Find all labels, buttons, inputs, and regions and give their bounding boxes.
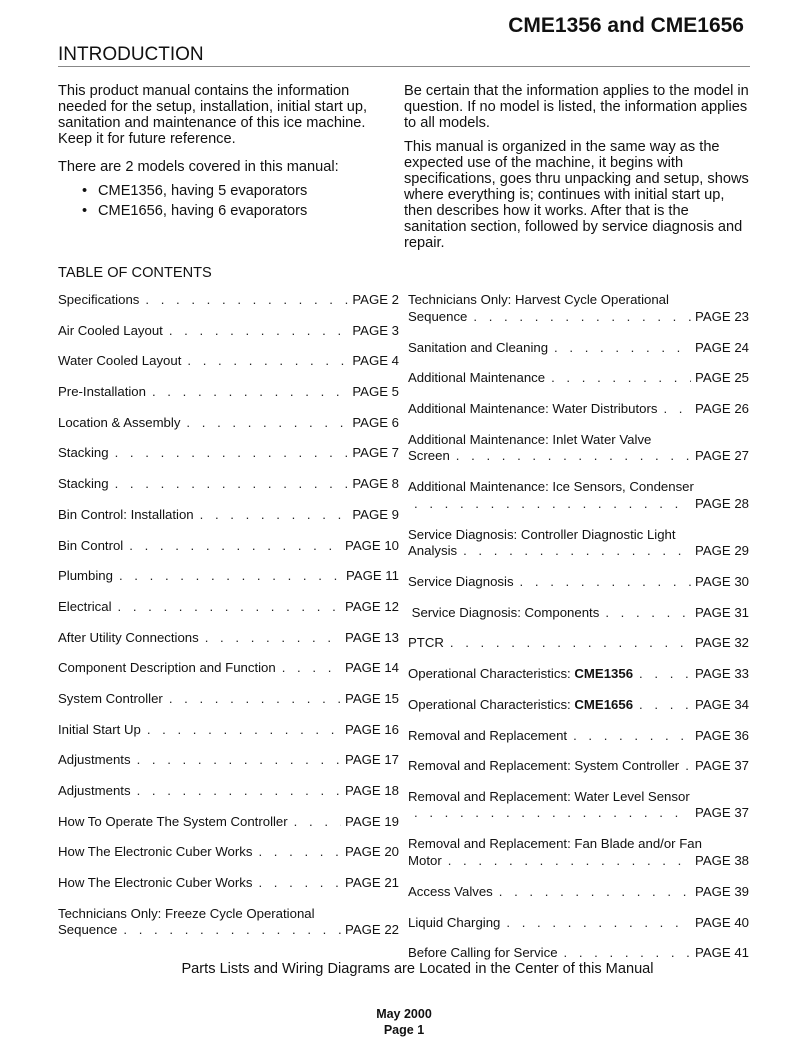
toc-entry[interactable] (408, 370, 749, 401)
toc-entry-page: PAGE 20 (345, 844, 399, 860)
toc-entry-title (58, 783, 137, 800)
toc-entry-title-text: Stacking (58, 445, 109, 461)
intro-left-column (58, 83, 378, 223)
toc-entry-title (408, 448, 456, 465)
toc-dot-leader (551, 370, 691, 387)
toc-entry[interactable] (58, 323, 399, 354)
toc-dot-leader (554, 340, 691, 357)
toc-entry-page: PAGE 23 (695, 308, 749, 324)
toc-entry[interactable] (58, 353, 399, 384)
toc-entry-title-text: Analysis (408, 543, 458, 559)
toc-entry-title (58, 691, 169, 708)
toc-entry[interactable] (408, 728, 749, 759)
toc-entry-title-line: Service Diagnosis: Controller Diagnostic Light (408, 526, 676, 542)
toc-dot-leader (450, 635, 691, 652)
toc-entry-model: CME1656 (574, 696, 634, 712)
toc-entry-page: PAGE 5 (352, 384, 399, 400)
toc-entry[interactable] (58, 752, 399, 783)
toc-entry[interactable] (408, 605, 749, 636)
toc-entry-title (408, 574, 520, 591)
toc-entry-page: PAGE 39 (695, 883, 749, 899)
toc-entry-title-text: Additional Maintenance: Water Distributors (408, 400, 658, 416)
toc-dot-leader (473, 309, 691, 326)
toc-entry[interactable] (408, 432, 749, 480)
toc-entry-title (408, 309, 473, 326)
toc-dot-leader (520, 574, 691, 591)
toc-entry-page: PAGE 29 (695, 543, 749, 559)
model-list-item: • CME1356, having 5 evaporators (58, 183, 378, 199)
toc-entry[interactable] (58, 660, 399, 691)
toc-entry-title (58, 722, 147, 739)
toc-entry-page: PAGE 17 (345, 752, 399, 768)
toc-entry-title (58, 507, 200, 524)
footer-date: May 2000 (376, 1007, 432, 1021)
header-rule (58, 66, 750, 67)
toc-entry-title-text: After Utility Connections (58, 629, 199, 645)
toc-entry-page: PAGE 4 (352, 353, 399, 369)
toc-entry-page: PAGE 7 (352, 445, 399, 461)
toc-entry[interactable] (408, 789, 749, 837)
toc-entry-page: PAGE 3 (352, 322, 399, 338)
toc-entry-page: PAGE 9 (352, 506, 399, 522)
toc-entry-title (58, 292, 145, 309)
toc-entry-title (408, 635, 450, 652)
toc-entry-title (58, 922, 123, 939)
toc-entry[interactable] (58, 445, 399, 476)
toc-entry-page: PAGE 26 (695, 400, 749, 416)
toc-entry-title (408, 401, 663, 418)
toc-entry-page: PAGE 2 (352, 292, 399, 307)
toc-entry-title-text: System Controller (58, 690, 163, 706)
toc-entry[interactable] (58, 384, 399, 415)
toc-entry[interactable] (58, 906, 399, 954)
toc-right-column (408, 292, 749, 976)
toc-entry-title-text: Component Description and Function (58, 660, 276, 676)
intro-paragraph: This product manual contains the information needed for the setup, installation, initial start up, sanitation and maintenance of this ice machine. Keep it for future reference. (58, 83, 368, 147)
toc-dot-leader (499, 884, 691, 901)
toc-dot-leader (639, 666, 691, 683)
toc-entry-title-line: Additional Maintenance: Inlet Water Valve (408, 431, 652, 447)
toc-entry-title-text: Sanitation and Cleaning (408, 339, 549, 355)
toc-dot-leader (119, 568, 342, 585)
toc-entry-title-text: Operational Characteristics: (408, 696, 575, 712)
toc-entry-title (58, 568, 119, 585)
toc-entry-title-line: Technicians Only: Freeze Cycle Operational (58, 905, 315, 921)
toc-entry[interactable] (408, 666, 749, 697)
toc-entry-page: PAGE 37 (695, 805, 749, 821)
toc-entry-page: PAGE 30 (695, 574, 749, 590)
toc-entry-page: PAGE 25 (695, 370, 749, 386)
toc-entry-title (408, 728, 573, 745)
toc-entry-title-text: Pre-Installation (58, 384, 146, 400)
toc-entry[interactable] (58, 568, 399, 599)
toc-entry-title-text: Specifications (58, 292, 140, 307)
toc-entry-title (58, 538, 129, 555)
toc-entry[interactable] (408, 401, 749, 432)
toc-entry[interactable] (408, 697, 749, 728)
toc-entry[interactable] (58, 844, 399, 875)
toc-dot-leader (506, 915, 691, 932)
toc-entry-title-text: Service Diagnosis (408, 574, 514, 590)
toc-entry[interactable] (408, 836, 749, 884)
toc-entry-title (58, 844, 258, 861)
toc-dot-leader (663, 401, 691, 418)
toc-entry-page: PAGE 27 (695, 448, 749, 464)
toc-entry-page: PAGE 36 (695, 727, 749, 743)
toc-entry-title (408, 758, 685, 775)
toc-dot-leader (258, 875, 341, 892)
toc-entry-page: PAGE 34 (695, 696, 749, 712)
toc-entry-title (408, 915, 506, 932)
toc-entry[interactable] (408, 574, 749, 605)
section-title: INTRODUCTION (58, 44, 204, 65)
toc-entry-title-text: How The Electronic Cuber Works (58, 875, 253, 891)
toc-entry-title-text: How The Electronic Cuber Works (58, 844, 253, 860)
document-title: CME1356 and CME1656 (508, 14, 744, 37)
toc-entry-title-text: Before Calling for Service (408, 945, 558, 961)
toc-entry-title-line: Additional Maintenance: Ice Sensors, Condenser (408, 479, 694, 495)
toc-entry-title-text: How To Operate The System Controller (58, 813, 288, 829)
toc-entry-title (58, 353, 187, 370)
toc-dot-leader (639, 697, 691, 714)
toc-entry[interactable] (58, 630, 399, 661)
toc-entry-page: PAGE 8 (352, 476, 399, 492)
toc-entry-title (58, 384, 152, 401)
toc-entry[interactable] (408, 915, 749, 946)
toc-entry-page: PAGE 18 (345, 783, 399, 798)
toc-entry[interactable] (408, 758, 749, 789)
toc-dot-leader (456, 448, 691, 465)
toc-entry-title (58, 752, 137, 769)
toc-entry-page: PAGE 41 (695, 945, 749, 961)
model-list (58, 183, 378, 219)
toc-entry-title (408, 666, 639, 683)
toc-entry[interactable] (58, 875, 399, 906)
toc-entry[interactable] (408, 527, 749, 575)
toc-entry[interactable] (58, 507, 399, 538)
toc-dot-leader (118, 599, 342, 616)
toc-entry-page: PAGE 31 (695, 604, 749, 620)
toc-dot-leader (169, 323, 348, 340)
toc-heading: TABLE OF CONTENTS (58, 265, 212, 281)
toc-entry[interactable] (58, 292, 399, 323)
toc-entry-title (58, 630, 205, 647)
toc-dot-leader (605, 605, 691, 622)
toc-entry-title-text: Screen (408, 448, 450, 464)
toc-dot-leader (169, 691, 341, 708)
toc-entry-title-text: Electrical (58, 598, 112, 614)
toc-entry-page: PAGE 14 (345, 660, 399, 676)
toc-dot-leader (147, 722, 341, 739)
toc-dot-leader (294, 814, 341, 831)
intro-paragraph: Be certain that the information applies to the model in question. If no model is listed, the information applies to all models. (404, 83, 749, 131)
toc-entry-model: CME1356 (574, 666, 634, 682)
toc-entry-title (408, 370, 551, 387)
toc-entry[interactable] (408, 340, 749, 371)
toc-entry-title (58, 476, 115, 493)
toc-entry-page: PAGE 11 (345, 568, 399, 584)
toc-entry-page: PAGE 28 (695, 495, 749, 511)
toc-entry-page: PAGE 19 (345, 813, 399, 829)
toc-entry-title (408, 605, 605, 622)
toc-entry-title-text: Adjustments (58, 752, 131, 768)
toc-entry-page: PAGE 33 (695, 666, 749, 682)
toc-entry-title-text: Removal and Replacement (408, 727, 568, 743)
toc-entry-title-text: Sequence (408, 308, 468, 324)
toc-entry-title-line: Removal and Replacement: Water Level Sensor (408, 788, 690, 804)
toc-entry[interactable] (58, 722, 399, 753)
toc-entry-title-text: Service Diagnosis: Components (408, 604, 600, 620)
toc-entry-title-text: PTCR (408, 635, 444, 651)
toc-entry-title-text: Initial Start Up (58, 721, 141, 737)
toc-dot-leader (187, 353, 348, 370)
footer-note: Parts Lists and Wiring Diagrams are Located in the Center of this Manual (181, 961, 654, 977)
toc-entry-title (408, 697, 639, 714)
toc-entry-title (408, 945, 564, 962)
toc-entry-title (58, 814, 294, 831)
toc-entry[interactable] (58, 691, 399, 722)
toc-entry[interactable] (408, 635, 749, 666)
toc-left-column (58, 292, 399, 953)
toc-entry[interactable] (408, 292, 749, 340)
toc-dot-leader (414, 496, 691, 513)
toc-dot-leader (414, 805, 691, 822)
toc-entry-page: PAGE 12 (345, 598, 399, 614)
toc-entry-page: PAGE 16 (345, 721, 399, 737)
toc-dot-leader (564, 945, 691, 962)
toc-entry-title-text: Stacking (58, 476, 109, 492)
intro-paragraph: This manual is organized in the same way as the expected use of the machine, it begins with specifications, goes thru unpacking and setup, shows where everything is; continues with initial start up, then describes how it works. After that is the sanitation section, followed by service diagnosis and repair. (404, 139, 749, 251)
toc-entry-page: PAGE 40 (695, 914, 749, 930)
toc-dot-leader (129, 538, 341, 555)
toc-entry-page: PAGE 13 (345, 629, 399, 645)
toc-entry-page: PAGE 6 (352, 414, 399, 430)
toc-dot-leader (200, 507, 349, 524)
toc-entry-title-text: Operational Characteristics: (408, 666, 575, 682)
toc-entry-page: PAGE 10 (345, 537, 399, 553)
toc-entry-title (58, 445, 115, 462)
toc-entry-title (58, 875, 258, 892)
toc-entry-title-text: Additional Maintenance (408, 370, 546, 386)
toc-entry-title (58, 415, 186, 432)
toc-entry-title-text: Location & Assembly (58, 414, 181, 430)
toc-entry-title-text: Plumbing (58, 568, 113, 584)
toc-entry-title-text: Sequence (58, 922, 118, 938)
toc-entry-title-text: Bin Control: Installation (58, 506, 194, 522)
toc-entry-page: PAGE 15 (345, 690, 399, 706)
toc-entry-page: PAGE 38 (695, 852, 749, 868)
toc-dot-leader (123, 922, 341, 939)
toc-entry-title (408, 340, 554, 357)
intro-right-column (404, 83, 749, 259)
toc-entry-page: PAGE 32 (695, 635, 749, 651)
toc-dot-leader (258, 844, 341, 861)
toc-entry-title (408, 853, 448, 870)
toc-dot-leader (205, 630, 341, 647)
toc-entry-title (58, 599, 118, 616)
toc-entry[interactable] (58, 783, 399, 814)
footer-page-number: Page 1 (383, 1023, 425, 1037)
toc-dot-leader (115, 476, 349, 493)
toc-entry[interactable] (58, 476, 399, 507)
toc-entry[interactable] (58, 538, 399, 569)
toc-entry-title (58, 323, 169, 340)
toc-dot-leader (152, 384, 348, 401)
toc-dot-leader (282, 660, 341, 677)
toc-entry[interactable] (408, 479, 749, 527)
toc-dot-leader (448, 853, 691, 870)
toc-entry-title-text: Air Cooled Layout (58, 322, 163, 338)
toc-dot-leader (463, 543, 691, 560)
toc-dot-leader (186, 415, 348, 432)
toc-entry-title-text: Motor (408, 852, 442, 868)
toc-dot-leader (573, 728, 691, 745)
toc-entry[interactable] (58, 814, 399, 845)
toc-entry-title-text: Water Cooled Layout (58, 353, 182, 369)
toc-entry-title-text: Bin Control (58, 537, 124, 553)
toc-entry-title-text: Removal and Replacement: System Controller (408, 758, 680, 774)
toc-entry-title (408, 543, 463, 560)
toc-entry-title (408, 884, 499, 901)
toc-dot-leader (137, 752, 341, 769)
toc-entry-title-text: Adjustments (58, 783, 131, 798)
toc-dot-leader (115, 445, 349, 462)
toc-entry-title-text: Liquid Charging (408, 914, 501, 930)
toc-dot-leader (137, 783, 341, 800)
toc-entry-page: PAGE 24 (695, 339, 749, 355)
toc-entry-page: PAGE 37 (695, 758, 749, 774)
toc-dot-leader (145, 292, 348, 309)
toc-entry[interactable] (58, 599, 399, 630)
toc-entry-page: PAGE 21 (345, 875, 399, 891)
toc-entry-title (58, 660, 282, 677)
model-list-item: • CME1656, having 6 evaporators (58, 203, 378, 219)
toc-entry[interactable] (58, 415, 399, 446)
intro-paragraph: There are 2 models covered in this manual: (58, 159, 339, 175)
toc-entry[interactable] (408, 884, 749, 915)
toc-entry-page: PAGE 22 (345, 922, 399, 938)
toc-entry-title-line: Technicians Only: Harvest Cycle Operational (408, 292, 669, 307)
toc-entry-title-line: Removal and Replacement: Fan Blade and/or Fan (408, 836, 702, 852)
toc-entry-title-text: Access Valves (408, 883, 493, 899)
